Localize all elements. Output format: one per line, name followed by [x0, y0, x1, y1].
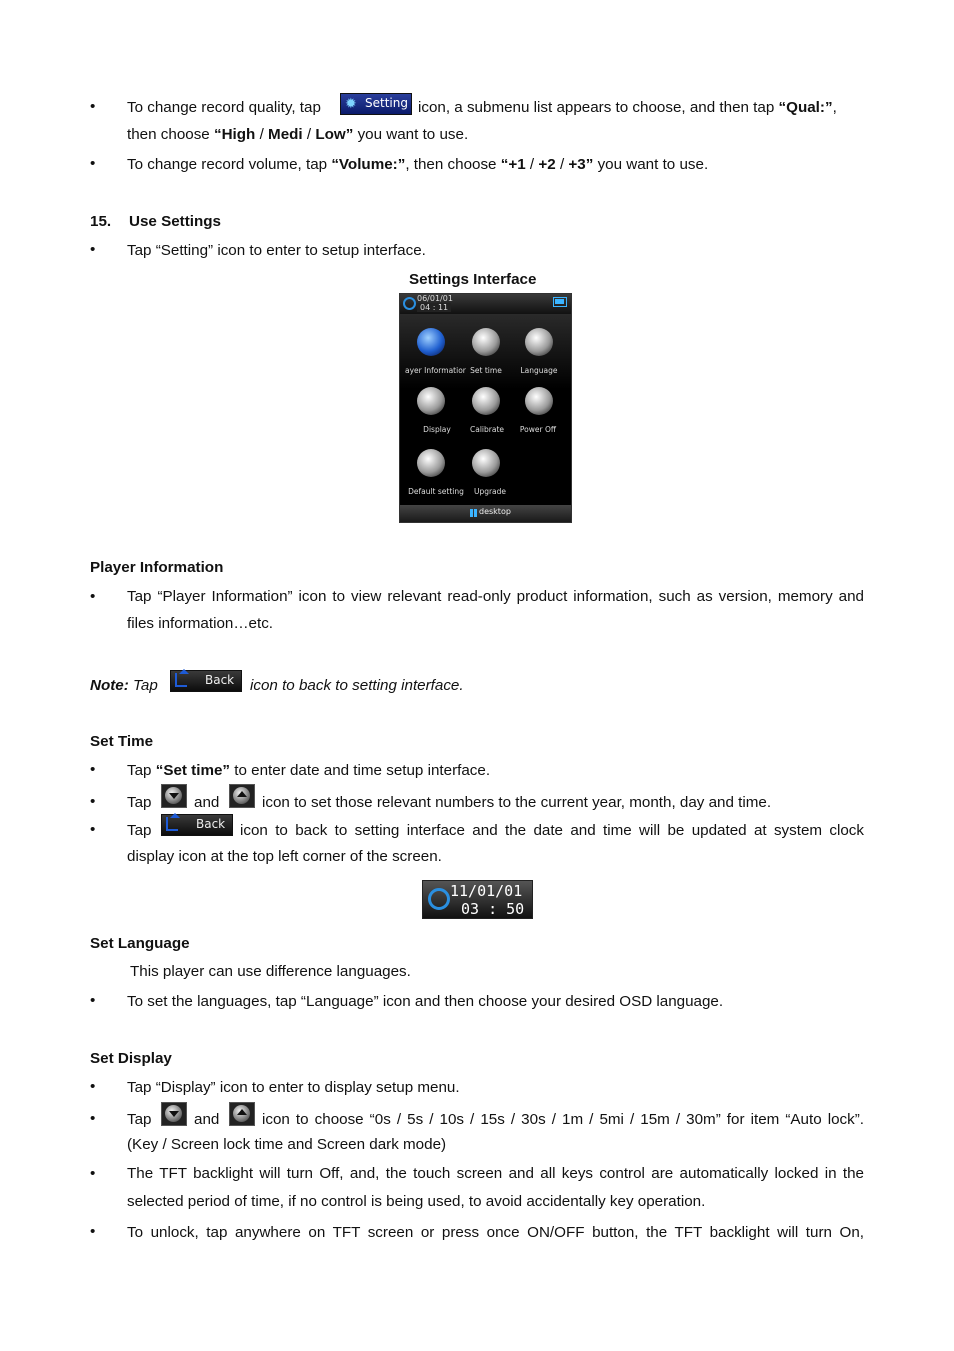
language-icon[interactable] [525, 328, 553, 356]
device-item-label: ayer Informatior [405, 366, 466, 375]
device-item-label: Display [423, 425, 451, 434]
note-line-post: icon to back to setting interface. [250, 677, 464, 694]
text: Tap [127, 762, 152, 779]
record-quality-line1 [127, 99, 321, 116]
clock-date: 11/01/01 [450, 882, 523, 900]
player-info-heading: Player Information [90, 559, 224, 576]
text: Tap [127, 794, 152, 811]
default-setting-icon[interactable] [417, 449, 445, 477]
bullet-dot: • [90, 793, 96, 810]
text: icon, a submenu list appears to choose, and then tap [418, 99, 775, 116]
text: and [194, 1111, 220, 1128]
text: icon to choose “0s / 5s / 10s / 15s / 30s / 1m / 5mi / 15m / 30m” for item “Auto lock”. [262, 1111, 864, 1128]
set-language-intro: This player can use difference languages. [130, 963, 411, 980]
bullet-dot: • [90, 98, 96, 115]
down-arrow-icon [169, 1111, 179, 1117]
up-arrow-button-image [229, 1102, 255, 1126]
back-icon-image [161, 814, 233, 836]
settings-tap-text: Tap “Setting” icon to enter to setup interface. [127, 242, 426, 259]
record-quality-line1b [418, 99, 837, 116]
qual-keyword: “Qual:” [778, 99, 833, 116]
device-item-label: Language [520, 366, 558, 375]
return-arrow-icon [175, 673, 187, 687]
bullet-dot: • [90, 1110, 96, 1127]
text: “+1 [500, 156, 526, 173]
text: To change record quality, tap [127, 99, 321, 116]
bullet-dot: • [90, 588, 96, 605]
up-arrow-button-image [229, 784, 255, 808]
bullet-dot: • [90, 992, 96, 1009]
settings-interface-screenshot [399, 293, 572, 523]
device-item-label: Default setting [408, 487, 464, 496]
text: icon to back to setting interface and the date and time will be updated at system clock [240, 822, 864, 839]
device-time: 04 : 11 [417, 303, 451, 312]
text: you want to use. [597, 156, 709, 173]
bullet-dot: • [90, 1078, 96, 1095]
setting-icon-image [340, 93, 412, 115]
system-clock-image [422, 880, 533, 919]
set-display-heading: Set Display [90, 1050, 172, 1067]
note-label: Note: [90, 677, 129, 694]
set-language-heading: Set Language [90, 935, 190, 952]
text: display icon at the top left corner of the screen. [127, 848, 442, 865]
text: / [259, 126, 264, 143]
text: and [194, 794, 220, 811]
device-item-label: Calibrate [470, 425, 504, 434]
section-title: Use Settings [129, 213, 221, 230]
set-time-keyword: “Set time” [155, 762, 231, 779]
text: icon to set those relevant numbers to the current year, month, day and time. [262, 794, 772, 811]
device-date: 06/01/01 [417, 294, 453, 303]
setting-icon-label: Setting [365, 96, 408, 110]
figure-caption: Settings Interface [409, 271, 537, 288]
record-volume-line [127, 156, 708, 173]
bullet-dot: • [90, 241, 96, 258]
gear-icon: ✹ [345, 95, 357, 111]
set-display-bullet4: To unlock, tap anywhere on TFT screen or press once ON/OFF button, the TFT backlight will turn On, [127, 1224, 864, 1241]
set-time-heading: Set Time [90, 733, 154, 750]
back-icon-label: Back [205, 673, 235, 687]
power-off-icon[interactable] [525, 387, 553, 415]
record-quality-line2 [127, 126, 468, 143]
text: Tap [133, 677, 158, 694]
device-status-bar [400, 294, 571, 314]
set-time-bullet1 [127, 762, 490, 779]
set-language-bullet: To set the languages, tap “Language” icon and then choose your desired OSD language. [127, 993, 724, 1010]
note-line [90, 677, 158, 694]
clock-icon [428, 888, 450, 910]
text: to enter date and time setup interface. [234, 762, 491, 779]
down-arrow-button-image [161, 784, 187, 808]
bullet-dot: • [90, 1165, 96, 1182]
low-keyword: Low” [315, 126, 354, 143]
down-arrow-icon [169, 793, 179, 799]
clock-icon [403, 297, 416, 310]
bullet-dot: • [90, 821, 96, 838]
text: / [529, 156, 535, 173]
back-icon-image [170, 670, 242, 692]
clock-time: 03 : 50 [461, 900, 525, 918]
display-icon[interactable] [417, 387, 445, 415]
medi-keyword: Medi [268, 126, 303, 143]
text: , then choose [405, 156, 497, 173]
device-item-label: Upgrade [473, 487, 507, 496]
device-item-label: Set time [470, 366, 502, 375]
bullet-dot: • [90, 761, 96, 778]
device-item-label: Power Off [519, 425, 557, 434]
set-display-bullet1: Tap “Display” icon to enter to display setup menu. [127, 1079, 460, 1096]
upgrade-icon[interactable] [472, 449, 500, 477]
down-arrow-button-image [161, 1102, 187, 1126]
up-arrow-icon [237, 791, 247, 797]
text: / [559, 156, 565, 173]
volume-keyword: “Volume:” [331, 156, 406, 173]
high-keyword: “High [214, 126, 256, 143]
back-icon-label: Back [196, 817, 226, 831]
calibrate-icon[interactable] [472, 387, 500, 415]
text: (Key / Screen lock time and Screen dark mode) [127, 1136, 447, 1153]
text: +3” [568, 156, 594, 173]
device-bottom-bar[interactable] [400, 505, 571, 522]
player-info-icon[interactable] [417, 328, 445, 356]
text: Tap [127, 822, 152, 839]
text: To change record volume, tap [127, 156, 328, 173]
text: / [306, 126, 312, 143]
text: then choose [127, 126, 210, 143]
bullet-dot: • [90, 155, 96, 172]
text: you want to use. [357, 126, 469, 143]
section-number: 15. [90, 213, 112, 230]
return-arrow-icon [166, 817, 178, 831]
set-display-bullet3: The TFT backlight will turn Off, and, the touch screen and all keys control are automatically locked in the selected period of time, if no control is being used, to avoid accidentally key operation. [127, 1165, 864, 1210]
text: , [832, 99, 837, 116]
text: Tap [127, 1111, 152, 1128]
text: +2 [538, 156, 556, 173]
bullet-dot: • [90, 1223, 96, 1240]
desktop-label: desktop [479, 507, 511, 516]
player-info-text: Tap “Player Information” icon to view relevant read-only product information, such as version, memory and files information…etc. [127, 588, 864, 632]
up-arrow-icon [237, 1109, 247, 1115]
set-time-icon[interactable] [472, 328, 500, 356]
battery-icon [553, 297, 567, 307]
desktop-icon [470, 509, 478, 517]
